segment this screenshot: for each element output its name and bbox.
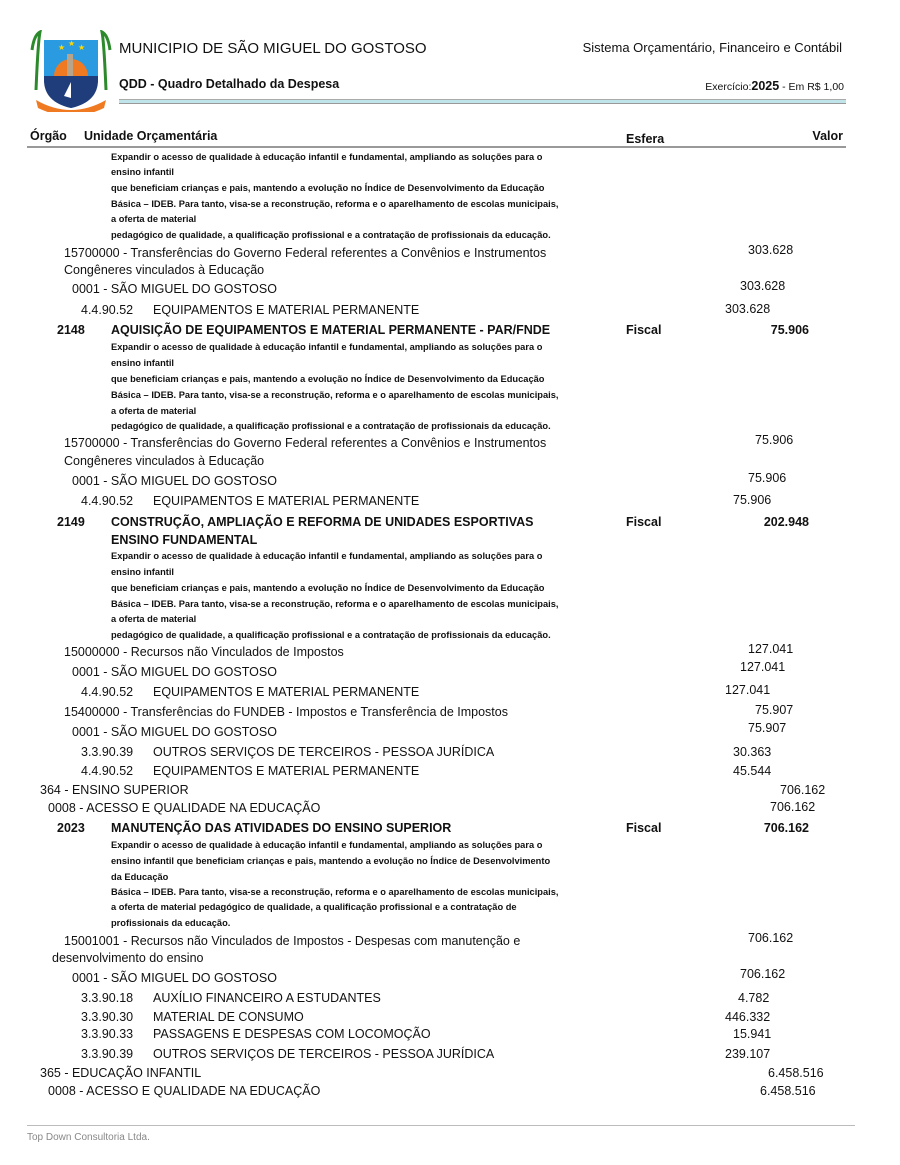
- elemento-code: 4.4.90.52: [81, 764, 134, 778]
- exercise-label: Exercício:: [705, 81, 752, 93]
- unidade-gestora: 0001 - SÃO MIGUEL DO GOSTOSO: [72, 665, 277, 679]
- description-line: pedagógico de qualidade, a qualificação profissional e a contratação de profissionais da educação.: [111, 421, 551, 431]
- currency-label: - Em R$ 1,00: [782, 81, 844, 93]
- description-line: Básica – IDEB. Para tanto, visa-se a reconstrução, reforma e o aparelhamento de escolas municipais,: [111, 390, 559, 400]
- municipal-coat-of-arms-logo: [26, 30, 116, 112]
- col-unidade: Unidade Orçamentária: [84, 129, 218, 143]
- description-line: Básica – IDEB. Para tanto, visa-se a reconstrução, reforma e o aparelhamento de escolas municipais,: [111, 599, 559, 609]
- description-line: Expandir o acesso de qualidade à educação infantil e fundamental, ampliando as soluções para o: [111, 840, 543, 850]
- description-line: ensino infantil: [111, 358, 175, 368]
- acao-title: MANUTENÇÃO DAS ATIVIDADES DO ENSINO SUPERIOR: [111, 821, 452, 835]
- fonte-recurso: 15700000 - Transferências do Governo Federal referentes a Convênios e Instrumentos: [64, 436, 547, 450]
- elemento-label: EQUIPAMENTOS E MATERIAL PERMANENTE: [153, 764, 420, 778]
- value: 706.162: [740, 967, 786, 981]
- elemento-code: 3.3.90.33: [81, 1027, 134, 1041]
- subfuncao: 364 - ENSINO SUPERIOR: [40, 783, 189, 797]
- value: 45.544: [733, 764, 772, 778]
- value: 303.628: [748, 243, 794, 257]
- acao-code: 2149: [57, 515, 85, 529]
- fonte-recurso-cont: Congêneres vinculados à Educação: [64, 263, 265, 277]
- description-line: profissionais da educação.: [111, 918, 231, 928]
- value: 706.162: [780, 783, 826, 797]
- fonte-recurso: 15400000 - Transferências do FUNDEB - Impostos e Transferência de Impostos: [64, 705, 508, 719]
- elemento-code: 3.3.90.39: [81, 745, 134, 759]
- unidade-gestora: 0001 - SÃO MIGUEL DO GOSTOSO: [72, 474, 277, 488]
- value: 6.458.516: [760, 1084, 816, 1098]
- acao-value: 75.906: [770, 323, 809, 337]
- value: 127.041: [725, 683, 771, 697]
- value: 706.162: [748, 931, 794, 945]
- value: 15.941: [733, 1027, 772, 1041]
- acao-title: AQUISIÇÃO DE EQUIPAMENTOS E MATERIAL PERMANENTE - PAR/FNDE: [111, 323, 551, 337]
- unidade-gestora: 0001 - SÃO MIGUEL DO GOSTOSO: [72, 282, 277, 296]
- value: 75.906: [748, 471, 787, 485]
- value: 239.107: [725, 1047, 771, 1061]
- value: 75.906: [733, 493, 772, 507]
- programa: 0008 - ACESSO E QUALIDADE NA EDUCAÇÃO: [48, 801, 321, 815]
- col-orgao: Órgão: [30, 129, 67, 143]
- fonte-recurso-cont: Congêneres vinculados à Educação: [64, 454, 265, 468]
- header-divider: [119, 99, 846, 104]
- description-line: da Educação: [111, 872, 169, 882]
- footer-divider: [27, 1125, 855, 1126]
- description-line: que beneficiam crianças e pais, mantendo a evolução no Índice de Desenvolvimento da Educação: [111, 183, 545, 193]
- value: 706.162: [770, 800, 816, 814]
- value: 127.041: [748, 642, 794, 656]
- elemento-label: EQUIPAMENTOS E MATERIAL PERMANENTE: [153, 303, 420, 317]
- elemento-label: MATERIAL DE CONSUMO: [153, 1010, 304, 1024]
- value: 75.907: [755, 703, 794, 717]
- fonte-recurso-cont: desenvolvimento do ensino: [52, 951, 204, 965]
- svg-text:★: ★: [58, 43, 66, 52]
- esfera: Fiscal: [626, 323, 662, 337]
- description-line: pedagógico de qualidade, a qualificação profissional e a contratação de profissionais da educação.: [111, 230, 551, 240]
- value: 6.458.516: [768, 1066, 824, 1080]
- value: 75.906: [755, 433, 794, 447]
- description-line: pedagógico de qualidade, a qualificação profissional e a contratação de profissionais da educação.: [111, 630, 551, 640]
- description-line: a oferta de material pedagógico de qualidade, a qualificação profissional e a contratação de: [111, 902, 517, 912]
- exercise-year: 2025: [751, 79, 780, 93]
- value: 4.782: [738, 991, 770, 1005]
- fonte-recurso: 15700000 - Transferências do Governo Federal referentes a Convênios e Instrumentos: [64, 246, 547, 260]
- value: 30.363: [733, 745, 772, 759]
- fonte-recurso: 15001001 - Recursos não Vinculados de Impostos - Despesas com manutenção e: [64, 934, 521, 948]
- elemento-code: 3.3.90.18: [81, 991, 134, 1005]
- description-line: ensino infantil que beneficiam crianças e pais, mantendo a evolução no Índice de Desenvolvimento: [111, 856, 551, 866]
- description-line: ensino infantil: [111, 167, 175, 177]
- value: 127.041: [740, 660, 786, 674]
- acao-code: 2023: [57, 821, 85, 835]
- description-line: Básica – IDEB. Para tanto, visa-se a reconstrução, reforma e o aparelhamento de escolas municipais,: [111, 199, 559, 209]
- acao-value: 706.162: [763, 821, 809, 835]
- acao-title: CONSTRUÇÃO, AMPLIAÇÃO E REFORMA DE UNIDADES ESPORTIVAS: [111, 515, 534, 529]
- elemento-label: EQUIPAMENTOS E MATERIAL PERMANENTE: [153, 494, 420, 508]
- unidade-gestora: 0001 - SÃO MIGUEL DO GOSTOSO: [72, 725, 277, 739]
- elemento-label: OUTROS SERVIÇOS DE TERCEIROS - PESSOA JURÍDICA: [153, 745, 495, 759]
- acao-code: 2148: [57, 323, 85, 337]
- elemento-label: PASSAGENS E DESPESAS COM LOCOMOÇÃO: [153, 1027, 431, 1041]
- elemento-code: 3.3.90.39: [81, 1047, 134, 1061]
- description-line: Básica – IDEB. Para tanto, visa-se a reconstrução, reforma e o aparelhamento de escolas municipais,: [111, 887, 559, 897]
- value: 446.332: [725, 1010, 771, 1024]
- description-line: ensino infantil: [111, 567, 175, 577]
- col-valor: Valor: [812, 129, 843, 143]
- esfera: Fiscal: [626, 821, 662, 835]
- description-line: Expandir o acesso de qualidade à educação infantil e fundamental, ampliando as soluções para o: [111, 342, 543, 352]
- elemento-label: AUXÍLIO FINANCEIRO A ESTUDANTES: [153, 991, 381, 1005]
- description-line: a oferta de material: [111, 614, 197, 624]
- elemento-label: OUTROS SERVIÇOS DE TERCEIROS - PESSOA JURÍDICA: [153, 1047, 495, 1061]
- description-line: a oferta de material: [111, 406, 197, 416]
- fonte-recurso: 15000000 - Recursos não Vinculados de Impostos: [64, 645, 344, 659]
- value: 303.628: [740, 279, 786, 293]
- unidade-gestora: 0001 - SÃO MIGUEL DO GOSTOSO: [72, 971, 277, 985]
- description-line: Expandir o acesso de qualidade à educação infantil e fundamental, ampliando as soluções para o: [111, 152, 543, 162]
- svg-text:★: ★: [78, 43, 86, 52]
- municipality-name: MUNICIPIO DE SÃO MIGUEL DO GOSTOSO: [119, 40, 427, 57]
- acao-value: 202.948: [763, 515, 809, 529]
- programa: 0008 - ACESSO E QUALIDADE NA EDUCAÇÃO: [48, 1084, 321, 1098]
- svg-text:★: ★: [68, 39, 76, 48]
- acao-title-cont: ENSINO FUNDAMENTAL: [111, 533, 258, 547]
- columns-divider: [27, 146, 846, 148]
- footer-company: Top Down Consultoria Ltda.: [27, 1132, 150, 1143]
- exercise-info: [705, 78, 844, 95]
- elemento-label: EQUIPAMENTOS E MATERIAL PERMANENTE: [153, 685, 420, 699]
- value: 75.907: [748, 721, 787, 735]
- description-line: Expandir o acesso de qualidade à educação infantil e fundamental, ampliando as soluções para o: [111, 551, 543, 561]
- report-title: QDD - Quadro Detalhado da Despesa: [119, 77, 340, 91]
- esfera: Fiscal: [626, 515, 662, 529]
- elemento-code: 4.4.90.52: [81, 494, 134, 508]
- description-line: que beneficiam crianças e pais, mantendo a evolução no Índice de Desenvolvimento da Educação: [111, 374, 545, 384]
- subfuncao: 365 - EDUCAÇÃO INFANTIL: [40, 1066, 202, 1080]
- elemento-code: 4.4.90.52: [81, 303, 134, 317]
- system-name: Sistema Orçamentário, Financeiro e Contábil: [582, 40, 842, 55]
- description-line: a oferta de material: [111, 214, 197, 224]
- elemento-code: 3.3.90.30: [81, 1010, 134, 1024]
- description-line: que beneficiam crianças e pais, mantendo a evolução no Índice de Desenvolvimento da Educação: [111, 583, 545, 593]
- value: 303.628: [725, 302, 771, 316]
- col-esfera: Esfera: [626, 132, 665, 146]
- elemento-code: 4.4.90.52: [81, 685, 134, 699]
